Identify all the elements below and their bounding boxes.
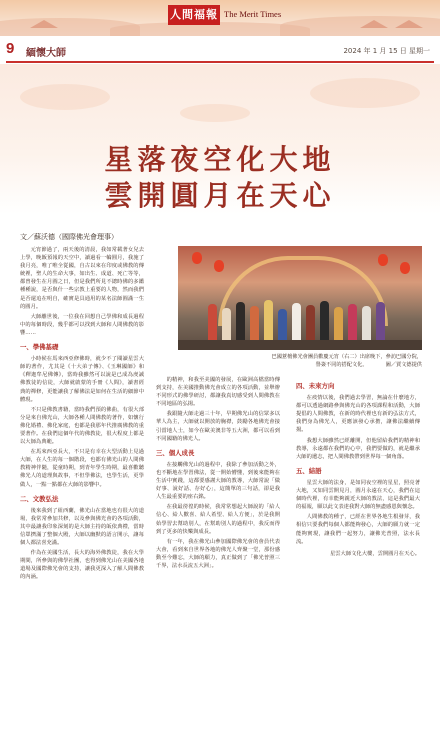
paragraph: 在接觸佛光山的過程中，我除了參加活動之外，也不斷地在學習佛法，從一開始懵懂，到後來能夠在生活中實踐，這都要感謝大師的教導，大師常說「做好事、說好話、存好心」，這簡單的三句話，卻是我人生最重要的座右銘。 [156,461,280,501]
paragraph: 我想大師雖然已經離開，但他留給我們的精神和教導，永遠都在我們的心中，我們要做的，就是繼承大師的遺志，把人間佛教帶到世界每一個角落。 [296,437,420,460]
section-heading: 一、學佛基礎 [20,343,59,352]
article-headline [0,142,440,214]
section-heading: 四、未來方向 [296,382,335,390]
paragraph: 大師離世後，一位我在回想自己學佛和成長過程中的每個時段，幾乎都可以找到大師和人間佛教的影響…… [20,313,144,336]
paragraph: 小時候在馬來西亞修佛時，就少不了閱讀星雲大師的著作，尤其是《十大弟子傳》、《玉琳國師》和《釋迦牟尼佛傳》，當時我雖然可以說是已成為虔誠佛教徒的信徒，大師就啟蒙的手冊《人間》，讀書經典的禪修，更能讓我了解佛法是如何在生活的細節中體現。 [20,356,144,403]
section-title: 緬懷大師 [26,48,66,59]
paragraph: 的精神，和我至美國的發展，在歐洲高檔當時傳到支持，在美國推動佛光會成立的各項活動，並舉辦不同形式的佛學研討，都讓我真切感受到人間佛教在不同地區的弘揚。 [156,377,280,408]
section-heading: 三、個人成長 [156,448,195,457]
header-rule [6,61,434,63]
column-2 [156,376,280,572]
paragraph: 人間佛教的種子，已經在世界各地生根發芽，我相信只要我們每個人都能夠發心，大師的願力就一定能夠實現，讓我們一起努力，讓佛光普照，法水長流。 [296,514,420,545]
article-byline: 文／蘇沃德（國際佛光會理事） [20,233,118,241]
issue-date: 2024 年 1 月 15 日 星期一 [343,47,430,55]
paragraph: 作為在美國生活，長大的海外佛教徒，我在大學期間，所參與的佛學社團，也得到佛光山在美國各地道場及國際佛光會的支持，讓我更深入了解人間佛教的內涵。 [20,550,144,581]
newspaper-logo: 人間福報 [168,5,220,25]
masthead-banner [0,0,440,36]
section-heading: 二、文教弘法 [20,494,59,503]
paragraph: 後來我到了紐西蘭，佛光山在當地也有很大的道場，我常常參加共修，以及參與佛光會的各項活動，其中最讓我印象深刻的是大師主持的皈依典禮，當時信眾擠滿了整個大殿，大師以幽默的語言開示，讓每個人都法喜充滿。 [20,507,144,547]
paragraph: 在疫情以後，我們過去學習，無論在什麼地方，都可以透過網路參與佛光山的各項課程和活動，大師提倡的人間佛教，在新的時代裡也有新的弘法方式，我們身為佛光人，更應該發心承擔，讓佛法繼續傳揚。 [296,395,420,434]
caption-line-1: 巴國薏檀佛光會團員歡慶元宵（右二）出席晚下，參訪巴國分院， [271,354,422,360]
headline-line-2: 雲開圓月在天心 [104,179,336,212]
photo-caption [178,353,422,369]
paragraph: 星雲大師的法身，是如同夜空裡的星星，照亮著大地，又如同雲開見月，圓月永遠在天心，我們在這個時代裡，有幸能夠親近大師的教法，這是我們最大的福報，願以此文表達我對大師的無盡感恩與懷念。 [296,479,420,511]
caption-line-2: 譽簽不同的搭配文化。 圖／賈文德提供 [315,362,422,368]
column-3 [296,376,420,558]
section-heading: 五、結語 [296,466,322,475]
paragraph: 有一年，我在佛光山參加國際佛光會的會員代表大會，看到來自世界各地的佛光人齊聚一堂，那份感動至今難忘，大師的願力，真正做到了「佛光普照三千界，法水長流五大洲」。 [156,538,280,569]
newspaper-logo-english: The Merit Times [224,9,282,19]
paragraph: 元宵節過了，兩天後的清晨，我如常載著女兒去上學，晚飯預報的天空中，讀過看一輪圓月，我施了我月亮，唯了唯全從國，自古以來在印度或佛教的傳統裡，聖人的生命大事，如出生、成道、死亡等等，都曾發生在月圓之日，但是我們所見不總時佛的多鑑種種說，是否與什一些宗教上重要的人物，然而我們是否還追在明自，確實是具通用的某名法師圓滿一生的圓月。 [20,247,144,310]
paragraph: 不只是佛教書籍，當時我們預的佛曲，有很大部分是來自佛光山，大師各種人間佛教的著作，如懷行佛化婚禮、佛化家庭，也都是我那年代推廣佛教的重要著作。在我們這個年代的佛教徒，很大程度上都是以大師為典範。 [20,406,144,446]
paragraph: 在我最徬徨的時候，我常常想起大師說的「給人信心、給人歡喜、給人希望、給人方便」，於是我開始學習去幫助別人，在幫助別人的過程中，我反而得到了更多的快樂與成長。 [156,504,280,535]
group-photo [178,246,422,350]
article-signoff: 星雲大師文化大樓，雲開圓月在天心。 [329,550,420,557]
paragraph: 我跟隨大師走過三十年，早期佛光山的信眾多以華人為主，大師就以開放的胸襟，鼓勵各地佛光會接引當地人士，如今在歐美澳非等五大洲，都可以看到不同國籍的佛光人。 [156,411,280,442]
column-1 [20,246,144,584]
paragraph: 在馬來西亞長大，不只是有幸在大型活動上見過大師，在人生的每一個階段，也都有佛光山的人間佛教精神伴隨，從童時期，到青年學生時期，最喜歡聽佛光人的道理與故事，不但學佛法，也學生活，更學做人，一點一點都在大師的影響中。 [20,449,144,488]
headline-line-1: 星落夜空化大地 [104,143,336,176]
page-number: 9 [6,40,15,57]
